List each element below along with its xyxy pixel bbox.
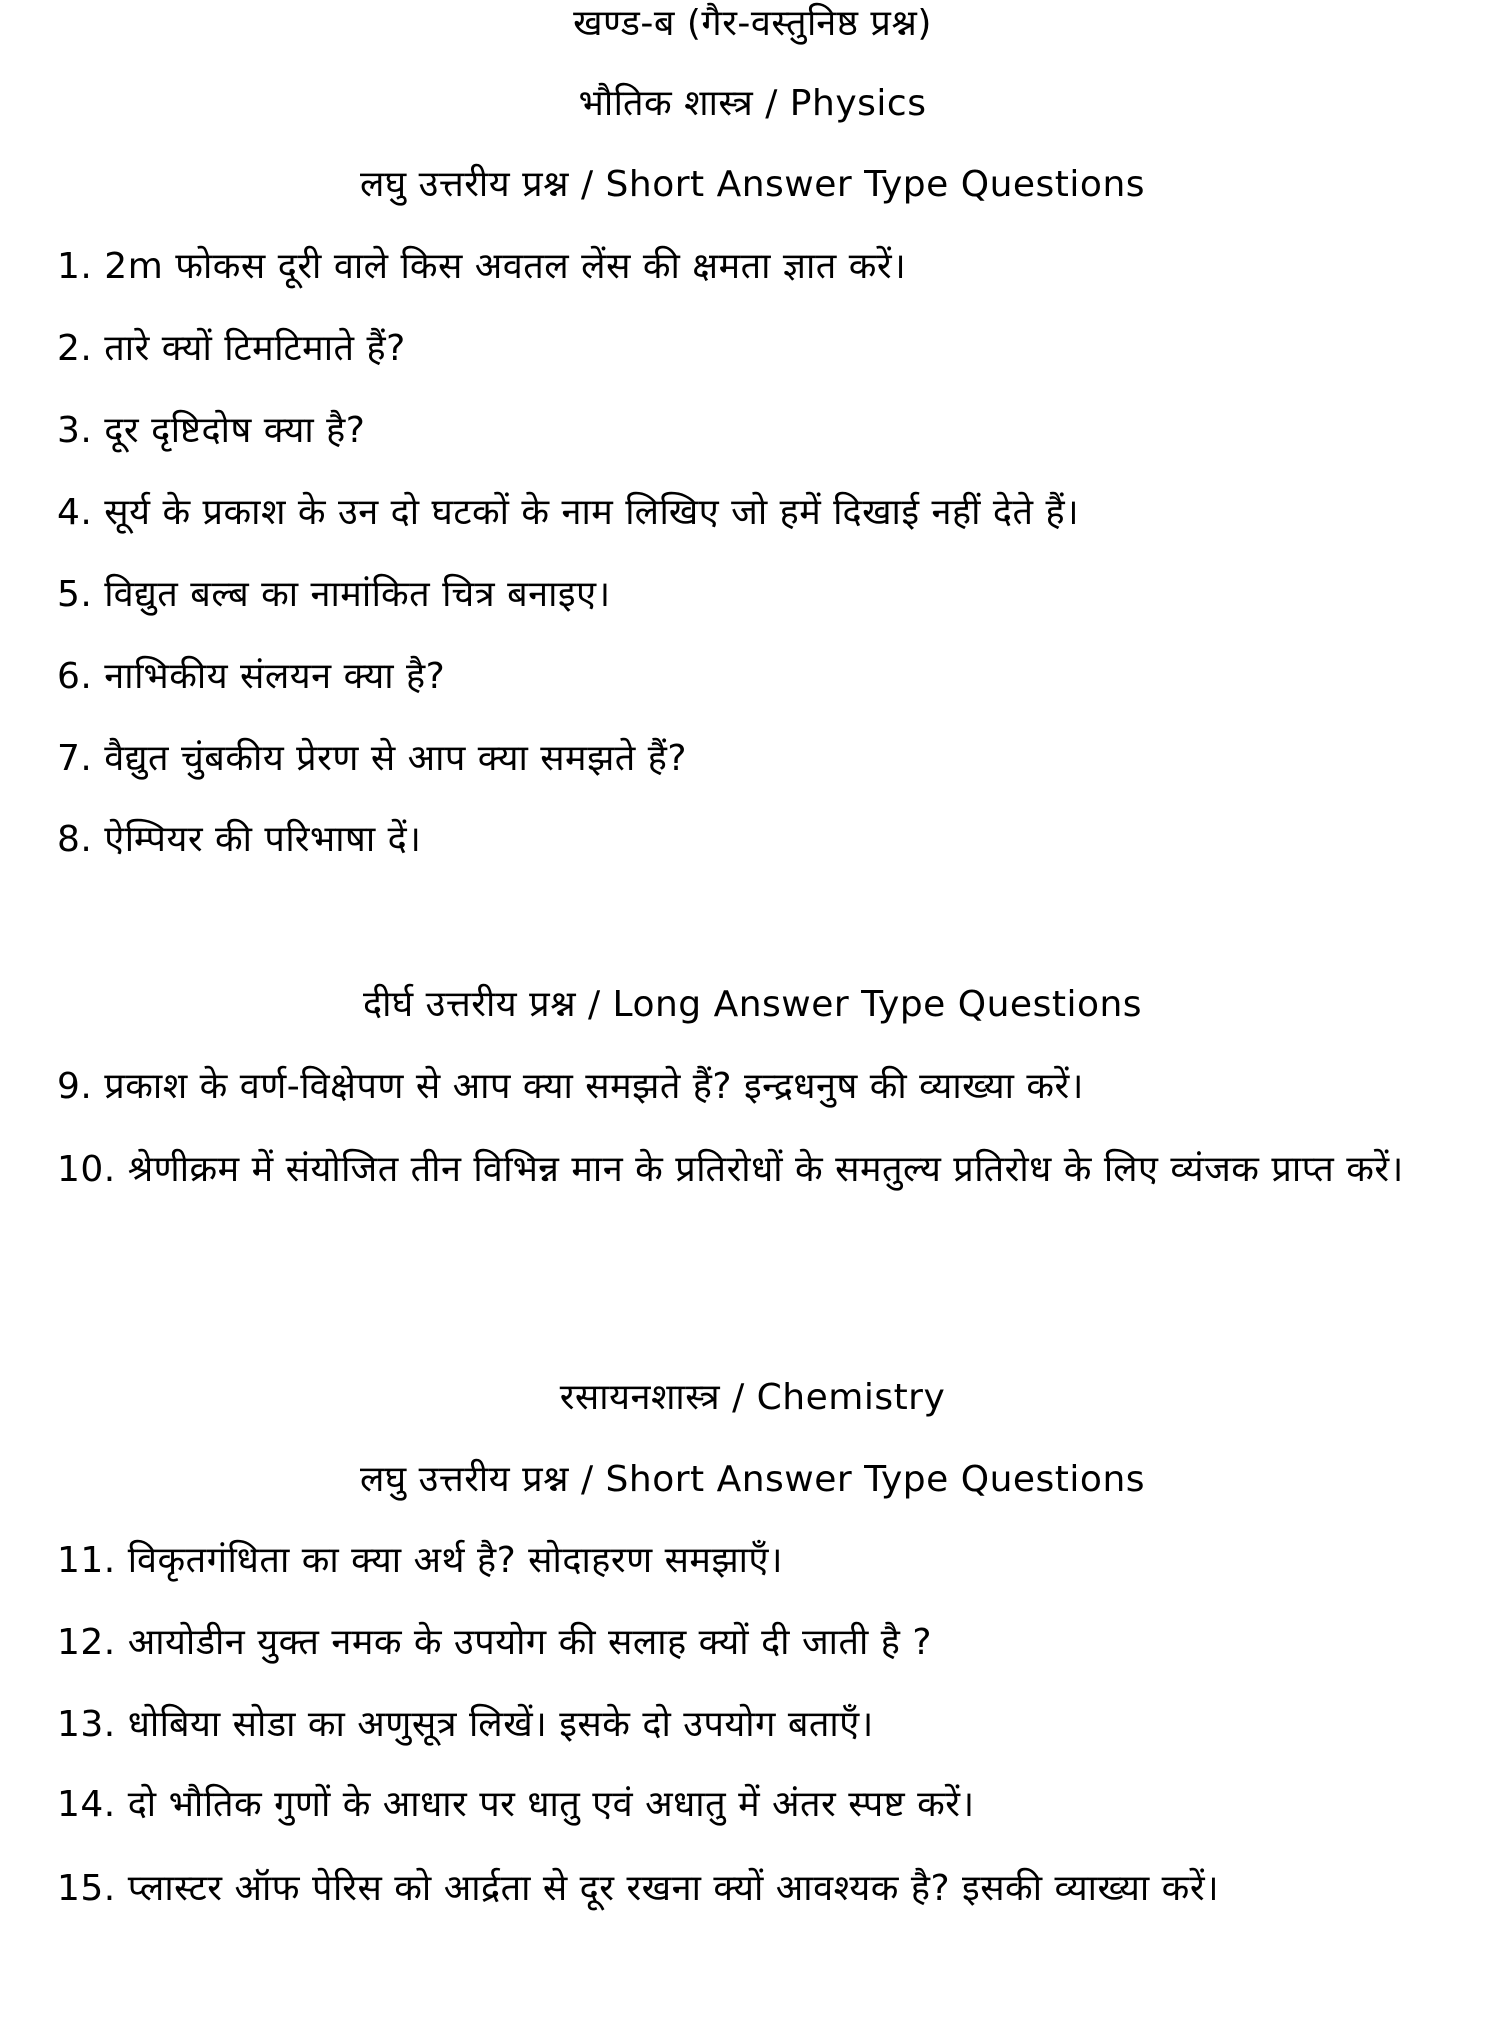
subject-heading-chemistry: रसायनशास्त्र / Chemistry (559, 1377, 946, 1418)
question-7: 7. वैद्युत चुंबकीय प्रेरण से आप क्या समझते हैं? (57, 738, 687, 779)
question-10: 10. श्रेणीक्रम में संयोजित तीन विभिन्न मान के प्रतिरोधों के समतुल्य प्रतिरोध के लिए व्यंजक प्राप्त करें। (57, 1149, 1404, 1190)
question-9: 9. प्रकाश के वर्ण-विक्षेपण से आप क्या समझते हैं? इन्द्रधनुष की व्याख्या करें। (57, 1066, 1084, 1107)
question-8: 8. ऐम्पियर की परिभाषा दें। (57, 819, 422, 860)
subject-heading-physics: भौतिक शास्त्र / Physics (578, 83, 927, 124)
question-11: 11. विकृतगंधिता का क्या अर्थ है? सोदाहरण समझाएँ। (57, 1540, 784, 1581)
section-title: खण्ड-ब (गैर-वस्तुनिष्ठ प्रश्न) (573, 3, 932, 44)
question-6: 6. नाभिकीय संलयन क्या है? (57, 656, 446, 697)
question-5: 5. विद्युत बल्ब का नामांकित चित्र बनाइए। (57, 574, 611, 615)
group-heading-physics-short: लघु उत्तरीय प्रश्न / Short Answer Type Questions (359, 164, 1146, 205)
question-13: 13. धोबिया सोडा का अणुसूत्र लिखें। इसके दो उपयोग बताएँ। (57, 1704, 874, 1745)
question-3: 3. दूर दृष्टिदोष क्या है? (57, 410, 366, 451)
question-2: 2. तारे क्यों टिमटिमाते हैं? (57, 328, 406, 369)
question-14: 14. दो भौतिक गुणों के आधार पर धातु एवं अधातु में अंतर स्पष्ट करें। (57, 1784, 975, 1825)
question-4: 4. सूर्य के प्रकाश के उन दो घटकों के नाम लिखिए जो हमें दिखाई नहीं देते हैं। (57, 492, 1080, 533)
question-15: 15. प्लास्टर ऑफ पेरिस को आर्द्रता से दूर रखना क्यों आवश्यक है? इसकी व्याख्या करें। (57, 1868, 1220, 1909)
group-heading-chemistry-short: लघु उत्तरीय प्रश्न / Short Answer Type Questions (359, 1459, 1146, 1500)
question-1: 1. 2m फोकस दूरी वाले किस अवतल लेंस की क्षमता ज्ञात करें। (57, 246, 907, 287)
group-heading-physics-long: दीर्घ उत्तरीय प्रश्न / Long Answer Type Questions (362, 984, 1143, 1025)
question-12: 12. आयोडीन युक्त नमक के उपयोग की सलाह क्यों दी जाती है ? (57, 1622, 932, 1663)
